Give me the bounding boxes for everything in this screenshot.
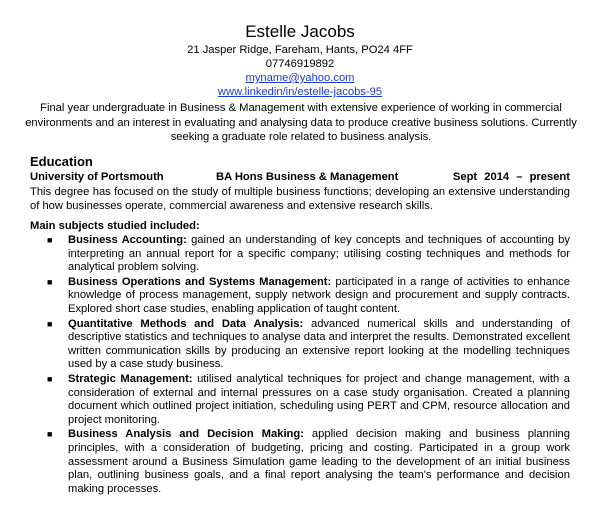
list-item — [30, 234, 570, 275]
subject-title: Strategic Management: — [68, 372, 193, 385]
education-heading: Education — [30, 154, 93, 169]
subject-title: Business Accounting: — [68, 234, 187, 246]
university: University of Portsmouth — [30, 171, 164, 183]
dates: Sept 2014 – present — [452, 171, 570, 183]
bullet-icon: ■ — [47, 276, 53, 287]
candidate-name: Estelle Jacobs — [245, 22, 355, 41]
profile-summary: Final year undergraduate in Business & Management with extensive experience of working in commercial environments and an interest in evaluating and analysing data to produce creative business solutions. Currently seeking a graduate role related to business analysis. — [25, 102, 577, 143]
degree: BA Hons Business & Management — [216, 171, 399, 183]
address: 21 Jasper Ridge, Fareham, Hants, PO24 4FF — [187, 44, 413, 56]
bullet-icon: ■ — [47, 373, 53, 384]
subject-text: applied decision making and business planning principles, with a consideration of budgeting, pricing and costing. Participated in a group work assessment around a Business Simulation game leading to the development of an initial business plan, outlining business goals, and a final report analysing the team's performance and decision making processes. — [68, 428, 570, 495]
bullet-icon: ■ — [47, 235, 53, 245]
list-item — [30, 276, 570, 317]
list-item — [30, 428, 570, 496]
subjects-heading: Main subjects studied included: — [30, 220, 200, 232]
list-item — [30, 373, 570, 427]
education-row — [30, 171, 570, 185]
subjects-list — [30, 234, 570, 497]
subject-text: gained an understanding of key concepts and techniques of accounting by interpreting an annual report for a specific company; utilising costing techniques and methods for analytical problem solving. — [68, 234, 570, 274]
email-link[interactable]: myname@yahoo.com — [245, 72, 355, 84]
bullet-icon: ■ — [47, 429, 53, 440]
subject-text: advanced numerical skills and understanding of descriptive statistics and techniques to analyse data and interpret the results. Demonstrated excellent written communication skills by producing an extensive report looking at the modelling techniques used by a case study business. — [68, 317, 570, 371]
degree-description: This degree has focused on the study of multiple business functions; developing an extensive understanding of how businesses operate, commercial awareness and extensive research skills. — [30, 186, 570, 212]
bullet-icon: ■ — [47, 318, 53, 329]
list-item — [30, 318, 570, 372]
linkedin-link[interactable]: www.linkedin/in/estelle-jacobs-95 — [217, 86, 383, 98]
subject-title: Quantitative Methods and Data Analysis: — [68, 317, 304, 330]
phone: 07746919892 — [265, 58, 335, 70]
subject-text: participated in a range of activities to enhance knowledge of process management, supply network design and procurement and supply contracts. Explored short case studies, enabling application of taught content. — [68, 275, 570, 315]
subject-title: Business Analysis and Decision Making: — [68, 428, 304, 441]
subject-title: Business Operations and Systems Management: — [68, 275, 332, 288]
subject-text: utilised analytical techniques for project and change management, with a consideration of external and internal pressures on a case study organisation. Created a planning document which outlined project initiation, scheduling using PERT and CPM, resource allocation and project monitoring. — [68, 372, 570, 426]
